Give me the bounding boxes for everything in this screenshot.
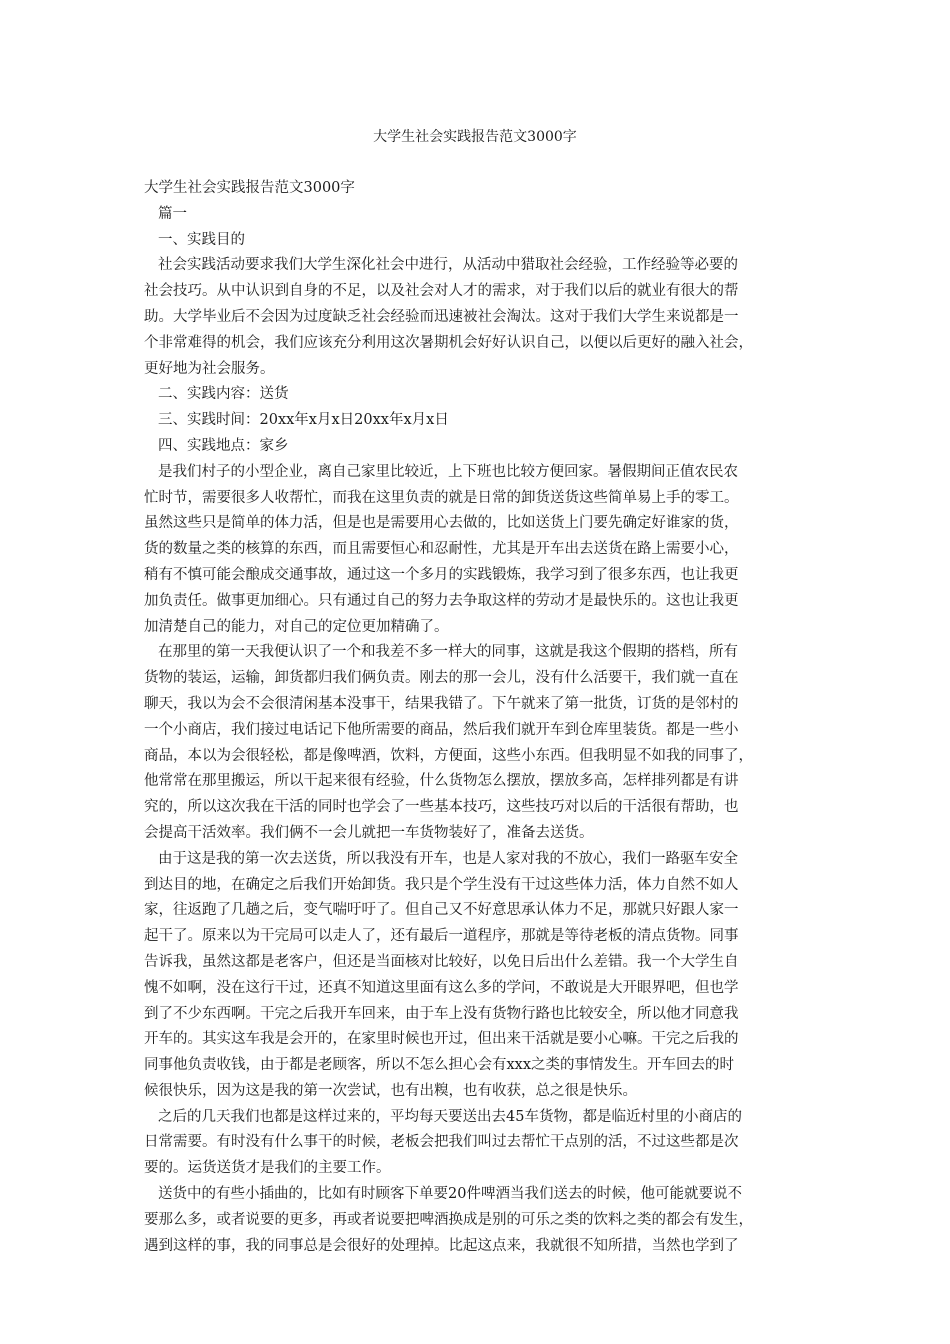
text-line: 聊天，我以为会不会很清闲基本没事干，结果我错了。下午就来了第一批货，订货的是邻村的 (144, 695, 739, 712)
text-line: 是我们村子的小型企业，离自己家里比较近，上下班也比较方便回家。暑假期间正值农民农 (158, 463, 738, 480)
page-title: 大学生社会实践报告范文3000字 (373, 129, 577, 145)
text-line: 稍有不慎可能会酿成交通事故，通过这一个多月的实践锻炼，我学习到了很多东西，也让我更 (144, 566, 739, 583)
text-line: 二、实践内容：送货 (158, 386, 289, 403)
text-line: 由于这是我的第一次去送货，所以我没有开车，也是人家对我的不放心，我们一路驱车安全 (158, 850, 738, 867)
text-line: 四、实践地点：家乡 (158, 437, 289, 454)
text-line: 愧不如啊，没在这行干过，还真不知道这里面有这么多的学问，不敢说是大开眼界吧，但也学 (144, 979, 739, 996)
text-line: 开车的。其实这车我是会开的，在家里时候也开过，但出来干活就是要小心嘛。干完之后我的 (144, 1031, 739, 1048)
text-line: 会提高干活效率。我们俩不一会儿就把一车货物装好了，准备去送货。 (144, 824, 594, 841)
text-line: 社会技巧。从中认识到自身的不足，以及社会对人才的需求，对于我们以后的就业有很大的帮 (144, 283, 739, 300)
text-line: 送货中的有些小插曲的，比如有时顾客下单要20件啤酒当我们送去的时候，他可能就要说不 (158, 1186, 742, 1203)
text-line: 之后的几天我们也都是这样过来的，平均每天要送出去45车货物，都是临近村里的小商店的 (158, 1108, 742, 1125)
text-line: 到达目的地，在确定之后我们开始卸货。我只是个学生没有干过这些体力活，体力自然不如人 (144, 876, 739, 893)
text-line: 忙时节，需要很多人收帮忙，而我在这里负责的就是日常的卸货送货这些简单易上手的零工。 (144, 489, 739, 506)
text-line: 究的，所以这次我在干活的同时也学会了一些基本技巧，这些技巧对以后的干活很有帮助，也 (144, 799, 739, 816)
text-line: 日常需要。有时没有什么事干的时候，老板会把我们叫过去帮忙干点别的活，不过这些都是次 (144, 1134, 739, 1151)
text-line: 大学生社会实践报告范文3000字 (144, 180, 355, 196)
text-line: 商品，本以为会很轻松，都是像啤酒，饮料，方便面，这些小东西。但我明显不如我的同事了， (144, 747, 753, 764)
text-line: 更好地为社会服务。 (144, 360, 275, 377)
text-line: 候很快乐，因为这是我的第一次尝试，也有出糗，也有收获，总之很是快乐。 (144, 1082, 637, 1099)
text-line: 篇一 (158, 205, 187, 222)
text-line: 遇到这样的事，我的同事总是会很好的处理掉。比起这点来，我就很不知所措，当然也学到了 (144, 1237, 739, 1254)
text-line: 助。大学毕业后不会因为过度缺乏社会经验而迅速被社会淘汰。这对于我们大学生来说都是一 (144, 308, 739, 325)
text-line: 要的。运货送货才是我们的主要工作。 (144, 1160, 391, 1177)
text-line: 个非常难得的机会，我们应该充分利用这次暑期机会好好认识自己，以便以后更好的融入社会， (144, 334, 753, 351)
text-line: 告诉我，虽然这都是老客户，但还是当面核对比较好，以免日后出什么差错。我一个大学生自 (144, 953, 739, 970)
text-line: 社会实践活动要求我们大学生深化社会中进行，从活动中猎取社会经验，工作经验等必要的 (158, 257, 738, 274)
text-line: 虽然这些只是简单的体力活，但是也是需要用心去做的，比如送货上门要先确定好谁家的货， (144, 515, 739, 532)
text-line: 一、实践目的 (158, 231, 245, 248)
text-line: 加清楚自己的能力，对自己的定位更加精确了。 (144, 618, 449, 635)
text-line: 他常常在那里搬运，所以干起来很有经验，什么货物怎么摆放，摆放多高，怎样排列都是有讲 (144, 773, 739, 790)
text-line: 货的数量之类的核算的东西，而且需要恒心和忍耐性，尤其是开车出去送货在路上需要小心， (144, 541, 739, 558)
text-line: 加负责任。做事更加细心。只有通过自己的努力去争取这样的劳动才是最快乐的。这也让我更 (144, 592, 739, 609)
text-line: 到了不少东西啊。干完之后我开车回来，由于车上没有货物行路也比较安全，所以他才同意我 (144, 1005, 739, 1022)
text-line: 起干了。原来以为干完局可以走人了，还有最后一道程序，那就是等待老板的清点货物。同事 (144, 928, 739, 945)
text-line: 三、实践时间：20xx年x月x日20xx年x月x日 (158, 412, 449, 429)
document-body (144, 176, 806, 1259)
text-line: 一个小商店，我们接过电话记下他所需要的商品，然后我们就开车到仓库里装货。都是一些小 (144, 721, 739, 738)
text-line: 同事他负责收钱，由于都是老顾客，所以不怎么担心会有xxx之类的事情发生。开车回去的时 (144, 1057, 735, 1074)
text-line: 在那里的第一天我便认识了一个和我差不多一样大的同事，这就是我这个假期的搭档，所有 (158, 644, 738, 661)
text-line: 要那么多，或者说要的更多，再或者说要把啤酒换成是别的可乐之类的饮料之类的都会有发生， (144, 1211, 753, 1228)
text-line: 货物的装运，运输，卸货都归我们俩负责。刚去的那一会儿，没有什么活要干，我们就一直在 (144, 670, 739, 687)
text-line: 家，往返跑了几趟之后，变气喘吁吁了。但自己又不好意思承认体力不足，那就只好跟人家一 (144, 902, 739, 919)
